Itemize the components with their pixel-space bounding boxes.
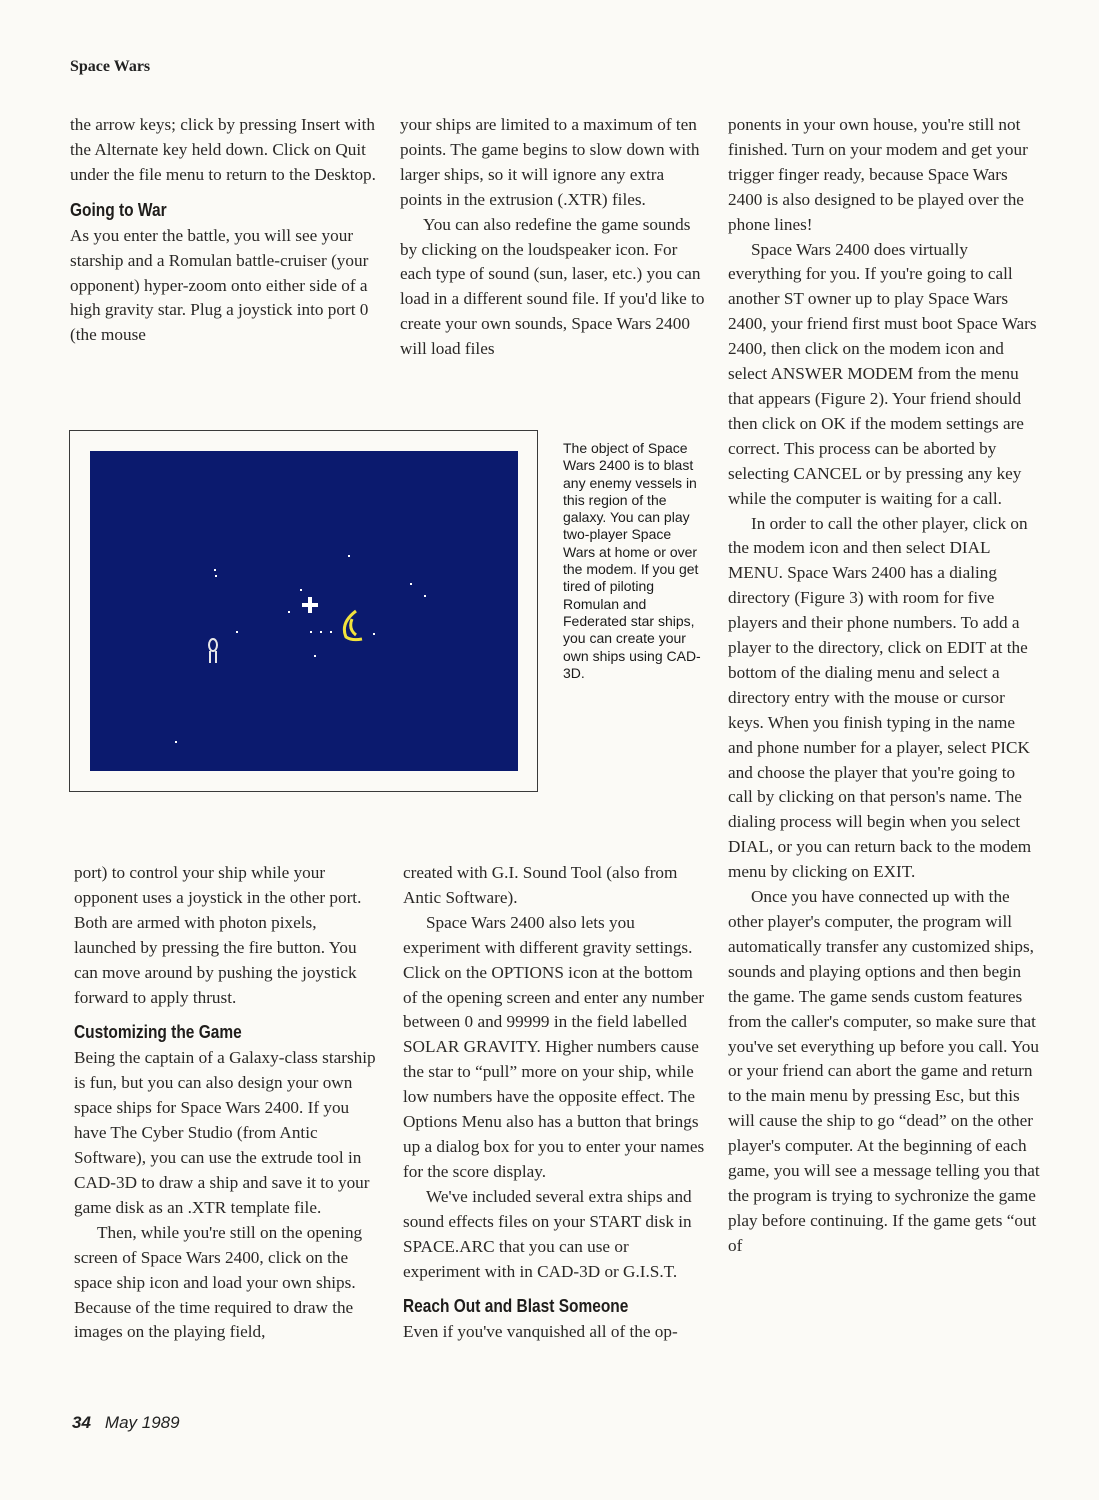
section-heading: Reach Out and Blast Someone <box>403 1296 629 1317</box>
running-head: Space Wars <box>70 58 151 75</box>
column-3 <box>728 113 1040 1259</box>
gravity-star <box>302 597 318 613</box>
paragraph: You can also redefine the game sounds by clicking on the loudspeaker icon. For each type of sound (sun, laser, etc.) you can load in a different sound file. If you'd like to create your own sounds, Space Wars 2400 will load files <box>400 214 705 359</box>
issue-date: May 1989 <box>104 1413 180 1432</box>
game-screenshot-figure <box>69 430 538 792</box>
paragraph: As you enter the battle, you will see your starship and a Romulan battle-cruiser (your opponent) hyper-zoom onto either side of a high gravity star. Plug a joystick into port 0 (the mouse <box>70 225 369 345</box>
paragraph: ponents in your own house, you're still not finished. Turn on your modem and get your trigger finger ready, because Space Wars 2400 is also designed to be played over the phone lines! <box>728 115 1028 234</box>
figure-caption: The object of Space Wars 2400 is to blast any enemy vessels in this region of the galaxy. You can play two-player Space Wars at home or over the modem. If you get tired of piloting Romulan and Federated star ships, you can create your own ships using CAD-3D. <box>563 440 701 681</box>
player-starship <box>209 639 217 663</box>
paragraph: Space Wars 2400 also lets you experiment with different gravity settings. Click on the OPTIONS icon at the bottom of the opening screen and enter any number between 0 and 99999 in the field labelled SOLAR GRAVITY. Higher numbers cause the star to “pull” more on your ship, while low numbers have the opposite effect. The Options Menu also has a button that brings up a dialog box for you to enter your names for the score display. <box>403 912 705 1181</box>
photon-pixels <box>310 631 332 633</box>
paragraph: Space Wars 2400 does virtually everything for you. If you're going to call another ST owner up to play Space Wars 2400, your friend first must boot Space Wars 2400, then click on the modem icon and select ANSWER MODEM from the menu that appears (Figure 2). Your friend should then click on OK if the modem settings are correct. This process can be aborted by selecting CANCEL or by pressing any key while the computer is waiting for a call. <box>728 239 1037 508</box>
game-screen <box>90 451 518 771</box>
background-stars <box>175 555 426 743</box>
section-heading: Going to War <box>70 199 167 220</box>
starfield-graphic <box>90 451 518 771</box>
page-number: 34 <box>72 1413 91 1432</box>
paragraph: the arrow keys; click by pressing Insert with the Alternate key held down. Click on Quit under the file menu to return to the Desktop. <box>70 115 376 184</box>
paragraph: created with G.I. Sound Tool (also from Antic Software). <box>403 863 678 907</box>
paragraph: Even if you've vanquished all of the op- <box>403 1322 678 1342</box>
paragraph: Then, while you're still on the opening screen of Space Wars 2400, click on the space ship icon and load your own ships. Because of the time required to draw the images on the playing field, <box>74 1222 363 1342</box>
paragraph: Once you have connected up with the other player's computer, the program will automatically transfer any customized ships, sounds and playing options and then begin the game. The game sends custom features from the caller's computer, so make sure that you've set everything up before you call. You or your friend can abort the game and return to the main menu by pressing Esc, but this will cause the ship to go “dead” on the other player's computer. At the beginning of each game, you will see a message telling you that the program is trying to sychronize the game play before continuing. If the game gets “out of <box>728 887 1040 1255</box>
romulan-battlecruiser <box>344 611 362 640</box>
page-footer <box>72 1413 180 1433</box>
section-heading: Customizing the Game <box>74 1022 242 1043</box>
paragraph: In order to call the other player, click on the modem icon and then select DIAL MENU. Space Wars 2400 has a dialing directory (Figure 3) with room for five players and their phone numbers. To add a player to the directory, click on EDIT at the bottom of the dialing menu and select a directory entry with the mouse or cursor keys. When you finish typing in the name and phone number for a player, select PICK and choose the player that you're going to call by clicking on that person's name. The dialing process will begin when you select DIAL, or you can return back to the modem menu by clicking on EXIT. <box>728 513 1032 882</box>
paragraph: your ships are limited to a maximum of ten points. The game begins to slow down with larger ships, so it will ignore any extra points in the extrusion (.XTR) files. <box>400 115 700 209</box>
column-1-top <box>70 113 380 348</box>
column-1-bottom <box>74 861 380 1345</box>
column-2-bottom <box>403 861 707 1345</box>
paragraph: port) to control your ship while your opponent uses a joystick in the other port. Both are armed with photon pixels, launched by pressing the fire button. You can move around by pushing the joystick forward to apply thrust. <box>74 863 362 1007</box>
paragraph: Being the captain of a Galaxy-class starship is fun, but you can also design your own space ships for Space Wars 2400. If you have The Cyber Studio (from Antic Software), you can use the extrude tool in CAD-3D to draw a ship and save it to your game disk as an .XTR template file. <box>74 1048 376 1217</box>
paragraph: We've included several extra ships and sound effects files on your START disk in SPACE.ARC that you can use or experiment with in CAD-3D or G.I.S.T. <box>403 1186 692 1281</box>
column-2-top <box>400 113 706 362</box>
